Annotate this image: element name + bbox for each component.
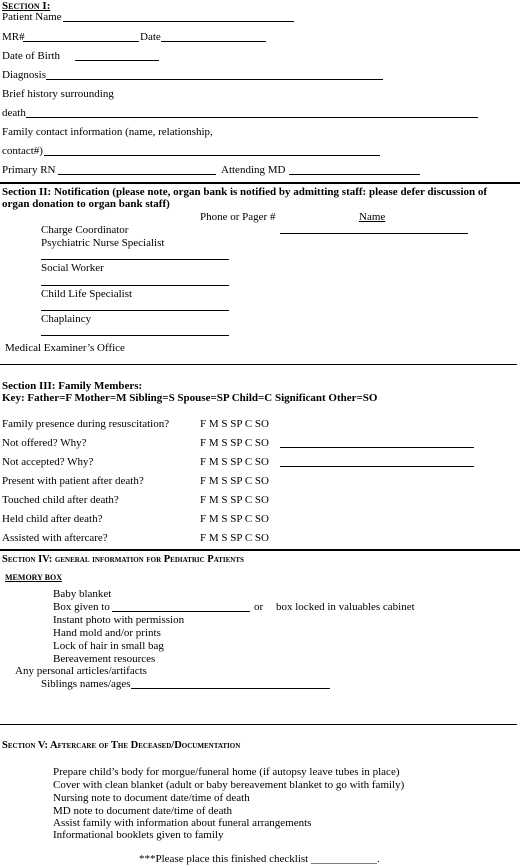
family-row-label: Assisted with aftercare? <box>2 532 108 544</box>
aftercare-item: Cover with clean blanket (adult or baby bereavement blanket to go with family) <box>53 779 405 791</box>
family-row-label: Not accepted? Why? <box>2 456 94 468</box>
family-row-label: Present with patient after death? <box>2 475 144 487</box>
family-row-codes[interactable]: F M S SP C SO <box>200 475 269 487</box>
memory-box-item: Lock of hair in small bag <box>53 640 164 652</box>
psychiatric-nurse-field[interactable] <box>41 259 229 260</box>
footer-note: ***Please place this finished checklist ____________. <box>139 853 380 865</box>
memory-box-item: Instant photo with permission <box>53 614 185 626</box>
aftercare-item: Prepare child’s body for morgue/funeral home (if autopsy leave tubes in place) <box>53 766 400 778</box>
brief-history-label: Brief history surrounding <box>2 88 114 100</box>
patient-name-label: Patient Name <box>2 11 62 23</box>
family-contact-label-2: contact#) <box>2 145 43 157</box>
box-given-to-field[interactable] <box>112 611 250 612</box>
aftercare-item: Nursing note to document date/time of death <box>53 792 250 804</box>
memory-box-item: Hand mold and/or prints <box>53 627 161 639</box>
section2-heading-2: organ donation to organ bank staff) <box>2 198 170 210</box>
family-row-codes[interactable]: F M S SP C SO <box>200 456 269 468</box>
section-divider <box>0 364 517 365</box>
diagnosis-label: Diagnosis <box>2 69 46 81</box>
section2-heading: Section II: Notification (please note, organ bank is notified by admitting staff: please defer discussion of <box>2 186 488 198</box>
patient-name-field[interactable] <box>63 21 294 22</box>
aftercare-item: Assist family with information about funeral arrangements <box>53 817 312 829</box>
section4-heading: Section IV: general information for Pediatric Patients <box>2 554 244 565</box>
role-chaplaincy: Chaplaincy <box>41 313 92 325</box>
memory-box-item: Baby blanket <box>53 588 112 600</box>
charge-coordinator-name-field[interactable] <box>280 233 468 234</box>
dob-field[interactable] <box>75 60 159 61</box>
dob-label: Date of Birth <box>2 50 61 62</box>
box-given-to-label: Box given to <box>53 601 110 613</box>
section5-heading: Section V: Aftercare of The Deceased/Documentation <box>2 740 241 751</box>
family-contact-label: Family contact information (name, relationship, <box>2 126 213 138</box>
memory-box-heading: MEMORY BOX <box>5 573 62 582</box>
role-child-life-specialist: Child Life Specialist <box>41 288 133 300</box>
primary-rn-field[interactable] <box>58 174 216 175</box>
section3-heading: Section III: Family Members: <box>2 380 143 392</box>
section-divider <box>0 182 520 184</box>
child-life-specialist-field[interactable] <box>41 310 229 311</box>
attending-md-label: Attending MD <box>221 164 286 176</box>
mr-label: MR# <box>2 31 25 43</box>
family-row-codes[interactable]: F M S SP C SO <box>200 418 269 430</box>
siblings-label: Siblings names/ages <box>41 678 131 690</box>
attending-md-field[interactable] <box>289 174 420 175</box>
family-row-codes[interactable]: F M S SP C SO <box>200 494 269 506</box>
chaplaincy-field[interactable] <box>41 335 229 336</box>
role-charge-coordinator: Charge Coordinator <box>41 224 129 236</box>
brief-history-label-2: death <box>2 107 26 119</box>
section-divider <box>0 549 520 551</box>
siblings-field[interactable] <box>131 688 330 689</box>
personal-articles-label: Any personal articles/artifacts <box>15 665 147 677</box>
phone-column-header: Phone or Pager # <box>200 211 276 223</box>
name-column-header: Name <box>359 211 386 223</box>
family-row-codes[interactable]: F M S SP C SO <box>200 532 269 544</box>
aftercare-item: Informational booklets given to family <box>53 829 224 841</box>
aftercare-item: MD note to document date/time of death <box>53 805 233 817</box>
not-accepted-why-field[interactable] <box>280 466 474 467</box>
family-row-label: Family presence during resuscitation? <box>2 418 170 430</box>
mr-field[interactable] <box>23 41 139 42</box>
not-offered-why-field[interactable] <box>280 447 474 448</box>
primary-rn-label: Primary RN <box>2 164 56 176</box>
family-row-codes[interactable]: F M S SP C SO <box>200 437 269 449</box>
date-label: Date <box>140 31 161 43</box>
role-medical-examiner: Medical Examiner’s Office <box>5 342 125 354</box>
memory-box-item: Bereavement resources <box>53 653 156 665</box>
box-locked-text: box locked in valuables cabinet <box>276 601 415 613</box>
date-field[interactable] <box>161 41 266 42</box>
family-contact-field[interactable] <box>44 155 380 156</box>
social-worker-field[interactable] <box>41 285 229 286</box>
family-row-label: Not offered? Why? <box>2 437 87 449</box>
family-row-codes[interactable]: F M S SP C SO <box>200 513 269 525</box>
family-row-label: Touched child after death? <box>2 494 119 506</box>
brief-history-field[interactable] <box>26 117 478 118</box>
section1-heading: Section I: <box>2 0 51 12</box>
section-divider <box>0 724 517 725</box>
diagnosis-field[interactable] <box>46 79 383 80</box>
section3-key: Key: Father=F Mother=M Sibling=S Spouse=SP Child=C Significant Other=SO <box>2 392 378 404</box>
or-text: or <box>254 601 264 613</box>
family-row-label: Held child after death? <box>2 513 103 525</box>
role-psychiatric-nurse: Psychiatric Nurse Specialist <box>41 237 165 249</box>
role-social-worker: Social Worker <box>41 262 104 274</box>
